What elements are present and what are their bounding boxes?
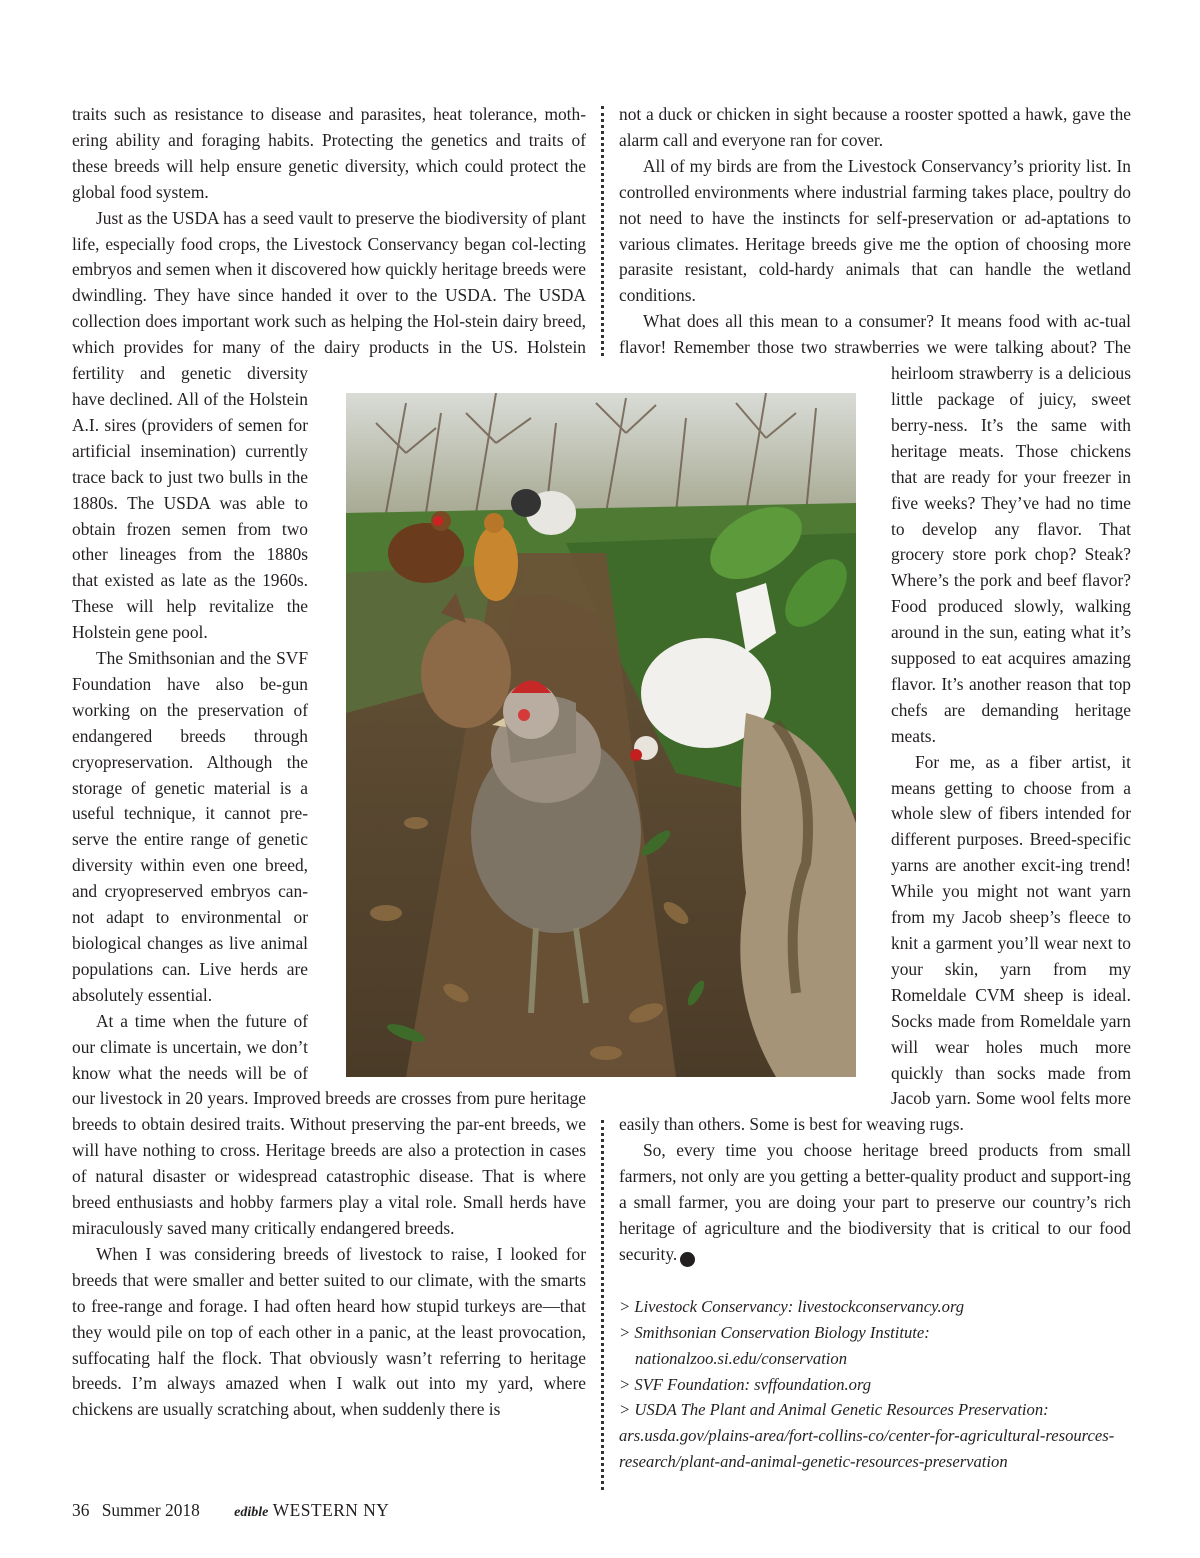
issue-date: Summer 2018 bbox=[101, 1500, 200, 1520]
resources-list bbox=[619, 1294, 1131, 1475]
resource-link[interactable]: > Smithsonian Conservation Biology Institute: bbox=[619, 1322, 930, 1342]
body-paragraph: Just as the USDA has a seed vault to preserve the biodiversity of plant life, especially food crops, the Livestock Conservancy began col-lecting embryos and semen when it discovered how quickly heritage breeds were dwindling. They have since handed it over to the USDA. The USDA collection does important work such as helping the Hol-stein dairy breed, which provides for many of the dairy products in the US. Holstein fertility and genetic diversity have declined. All of the Holstein A.I. sires (providers of semen for artificial insemination) currently trace back to just two bulls in the 1880s. The USDA was able to obtain frozen semen from two other lineages from the 1880s that existed as late as the 1960s. These will help revitalize the Holstein gene pool. bbox=[72, 207, 586, 643]
page-number: 36 bbox=[72, 1500, 90, 1520]
body-paragraph: traits such as resistance to disease and parasites, heat tolerance, moth-ering ability and foraging habits. Protecting the genetics and traits of these breeds will help ensure genetic diversity, which could protect the global food system. bbox=[72, 104, 586, 202]
right-column bbox=[619, 102, 1131, 1475]
page-footer bbox=[72, 1500, 389, 1521]
resource-link[interactable]: > USDA The Plant and Animal Genetic Resources Preservation: bbox=[619, 1400, 1049, 1420]
body-paragraph: All of my birds are from the Livestock Conservancy’s priority list. In controlled environments where industrial farming takes place, poultry do not need to have the instincts for self-preservation or ad-aptations to various climates. Heritage breeds give me the option of choosing more parasite resistant, cold-hardy animals that can handle the wetland conditions. bbox=[619, 155, 1131, 306]
body-paragraph: When I was considering breeds of livestock to raise, I looked for breeds that were smaller and better suited to our climate, with the smarts to free-range and forage. I had often heard how stupid turkeys are—that they would pile on top of each other in a panic, at the least provocation, suffocating half the flock. That obviously wasn’t referring to heritage breeds. I’m always amazed when I walk out into my yard, where chickens are usually scratching about, when suddenly there is bbox=[72, 1243, 586, 1420]
body-paragraph: So, every time you choose heritage breed products from small farmers, not only are you getting a better-quality product and support-ing a small farmer, you are doing your part to preserve our country’s rich heritage of agriculture and the biodiversity that is critical to our food security. e bbox=[619, 1140, 1131, 1265]
body-paragraph: What does all this mean to a consumer? It means food with ac-tual flavor! Remember those two strawberries we were talking about? The heirloom strawberry is a delicious little package of juicy, sweet berry-ness. It’s the same with heritage meats. Those chickens that are ready for your freezer in five weeks? They’ve had no time to develop any flavor. That grocery store pork chop? Steak? Where’s the pork and beef flavor? Food produced slowly, walking around in the sun, eating what it’s supposed to eat acquires amazing flavor. It’s another reason that top chefs are demanding heritage meats. bbox=[619, 311, 1131, 746]
resource-link[interactable]: > SVF Foundation: svffoundation.org bbox=[619, 1374, 872, 1394]
body-paragraph: For me, as a fiber artist, it means getting to choose from a whole slew of fibers intended for different purposes. Breed-specific yarns are another excit-ing trend! While you might not want yarn from my Jacob sheep’s fleece to knit a garment you’ll wear next to your skin, yarn from my Romeldale CVM sheep is ideal. Socks made from Romeldale yarn will wear holes much more quickly than socks made from Jacob yarn. Some wool felts more easily than others. Some is best for weaving rugs. bbox=[619, 751, 1131, 1135]
photo-float-spacer-right bbox=[619, 370, 891, 1107]
body-paragraph: not a duck or chicken in sight because a rooster spotted a hawk, gave the alarm call and everyone ran for cover. bbox=[619, 104, 1131, 150]
resource-link[interactable]: > Livestock Conservancy: livestockconservancy.org bbox=[619, 1296, 965, 1316]
body-paragraph: At a time when the future of our climate is uncertain, we don’t know what the needs will be of our livestock in 20 years. Improved breeds are crosses from pure heritage breeds to obtain desired traits. Without preserving the par-ent breeds, we will have nothing to cross. Heritage breeds are also a protection in cases of natural disaster or widespread catastrophic disease. That is where breed enthusiasts and hobby farmers play a vital role. Small herds have miraculously saved many critically endangered breeds. bbox=[72, 1010, 586, 1238]
column-divider-upper bbox=[601, 106, 604, 356]
resource-link[interactable]: nationalzoo.si.edu/conservation bbox=[635, 1348, 848, 1368]
column-divider-lower bbox=[601, 1120, 604, 1490]
brand-name: WESTERN NY bbox=[272, 1500, 390, 1520]
body-paragraph: The Smithsonian and the SVF Foundation have also be-gun working on the preservation of endangered breeds through cryopreservation. Although the storage of genetic material is a useful technique, it cannot pre-serve the entire range of genetic diversity within even one breed, and cryopreserved embryos can-not adapt to environmental or biological changes as live animal populations can. Live herds are absolutely essential. bbox=[72, 648, 308, 1005]
edible-end-mark-icon: e bbox=[680, 1252, 695, 1267]
resource-link[interactable]: ars.usda.gov/plains-area/fort-collins-co/center-for-agricultural-resources-research/plant-and-animal-genetic-resources-preservation bbox=[619, 1426, 1115, 1472]
brand-italic: edible bbox=[234, 1505, 269, 1520]
